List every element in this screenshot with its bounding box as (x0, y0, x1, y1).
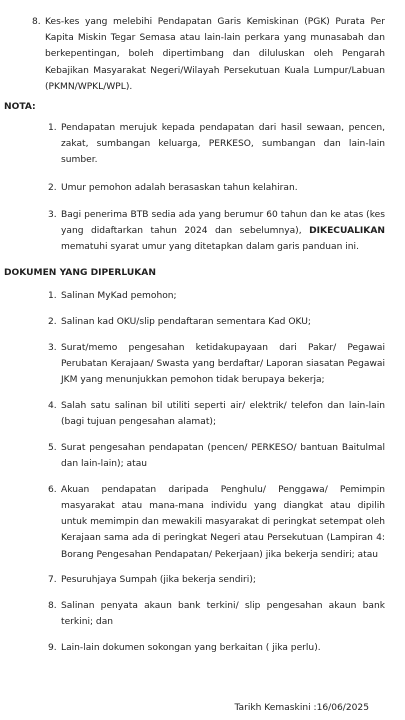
dokumen-item-7 (48, 572, 385, 588)
dokumen-item-3 (48, 340, 385, 389)
item-number: 7. (48, 575, 57, 586)
dokumen-item-9 (48, 640, 385, 656)
item-text: Salah satu salinan bil utiliti seperti air/ elektrik/ telefon dan lain-lain (bagi tujuan pengesahan alamat); (61, 400, 385, 428)
nota-item-3 (48, 207, 385, 256)
item-text: Pendapatan merujuk kepada pendapatan dari hasil sewaan, pencen, zakat, sumbangan keluarga, PERKESO, sumbangan dan lain-lain sumber. (61, 123, 385, 166)
last-updated-date: Tarikh Kemaskini :16/06/2025 (234, 703, 369, 713)
dokumen-heading: DOKUMEN YANG DIPERLUKAN (4, 268, 156, 279)
criteria-item-8 (32, 14, 385, 95)
item-number: 4. (48, 400, 57, 411)
dokumen-item-8 (48, 598, 385, 630)
item-number: 8. (32, 17, 41, 27)
item-text: Surat/memo pengesahan ketidakupayaan dari Pakar/ Pegawai Perubatan Kerajaan/ Swasta yang berdaftar/ Laporan siasatan Pegawai JKM yang menunjukkan pemohon tidak berupaya bekerja; (61, 342, 385, 386)
exempt-emphasis: DIKECUALIKAN (309, 226, 385, 237)
nota-item-2 (48, 180, 385, 196)
item-text: Salinan kad OKU/slip pendaftaran sementara Kad OKU; (61, 317, 311, 328)
item-number: 3. (48, 209, 57, 220)
item-text: Lain-lain dokumen sokongan yang berkaitan ( jika perlu). (61, 642, 321, 653)
dokumen-item-5 (48, 440, 385, 472)
item-number: 6. (48, 484, 57, 495)
item-text: Surat pengesahan pendapatan (pencen/ PERKESO/ bantuan Baitulmal dan lain-lain); atau (61, 442, 385, 470)
dokumen-item-1 (48, 288, 385, 304)
dokumen-item-6 (48, 482, 385, 563)
item-number: 1. (48, 291, 57, 302)
nota-heading: NOTA: (4, 102, 36, 113)
item-text: Salinan MyKad pemohon; (61, 291, 177, 302)
dokumen-item-4 (48, 398, 385, 430)
item-number: 2. (48, 317, 57, 328)
item-text: Kes-kes yang melebihi Pendapatan Garis Kemiskinan (PGK) Purata Per Kapita Miskin Tegar Semasa atau lain-lain perkara yang munasabah dan berkepentingan, boleh dipertimbang dan diluluskan oleh Pengarah Kebajikan Masyarakat Negeri/Wilayah Persekutuan Kuala Lumpur/Labuan (PKMN/WPKL/WPL). (45, 17, 385, 92)
item-number: 2. (48, 182, 57, 193)
item-text (61, 207, 385, 256)
nota-list (32, 120, 385, 255)
nota-item-1 (48, 120, 385, 169)
item-text-part: Bagi penerima BTB sedia ada yang berumur 60 tahun dan ke atas (kes yang didaftarkan tahun 2024 dan sebelumnya), (61, 209, 385, 237)
item-text: Pesuruhjaya Sumpah (jika bekerja sendiri); (61, 575, 256, 586)
item-text-part: mematuhi syarat umur yang ditetapkan dalam garis panduan ini. (61, 242, 359, 253)
item-text: Umur pemohon adalah berasaskan tahun kelahiran. (61, 182, 298, 193)
item-number: 5. (48, 442, 57, 453)
item-text: Akuan pendapatan daripada Penghulu/ Penggawa/ Pemimpin masyarakat atau mana-mana individu yang diangkat atau dipilih untuk memimpin dan mewakili masyarakat di peringkat setempat oleh Kerajaan sama ada di peringkat Negeri atau Persekutuan (Lampiran 4: Borang Pengesahan Pendapatan/ Pekerjaan) jika bekerja sendiri; atau (61, 484, 385, 560)
dokumen-list (32, 288, 385, 656)
item-number: 8. (48, 600, 57, 611)
dokumen-item-2 (48, 314, 385, 330)
item-number: 1. (48, 123, 57, 134)
item-number: 3. (48, 342, 57, 353)
item-number: 9. (48, 642, 57, 653)
item-text: Salinan penyata akaun bank terkini/ slip pengesahan akaun bank terkini; dan (61, 600, 385, 628)
